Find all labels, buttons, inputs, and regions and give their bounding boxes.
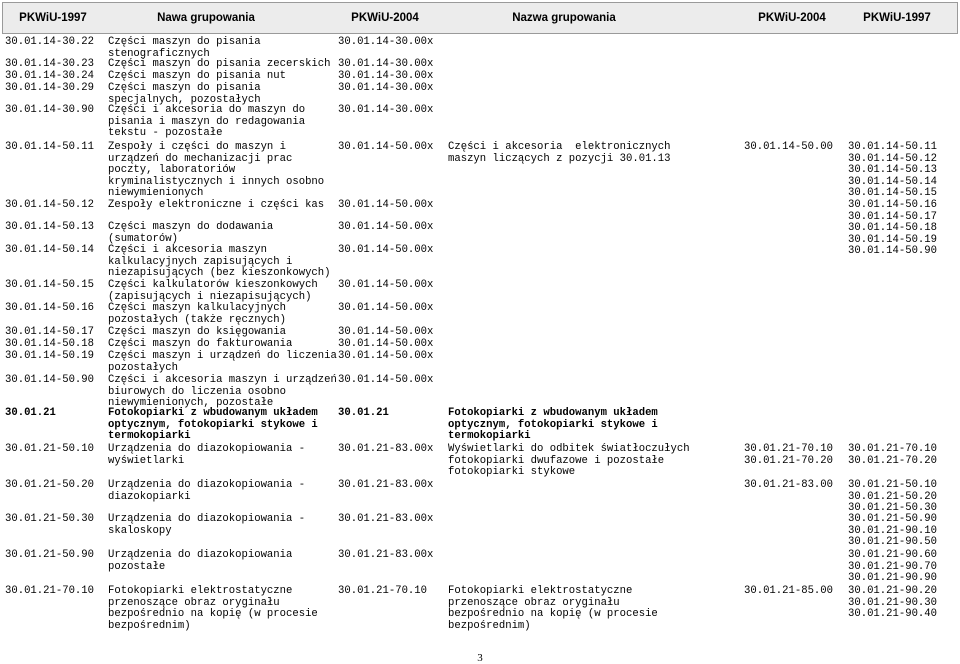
cell-col-2: Fotokopiarki z wbudowanym układem optycznym, fotokopiarki stykowe i termokopiarki: [108, 407, 318, 443]
page-number: 3: [477, 652, 483, 664]
cell-col-3: 30.01.21-70.10: [338, 585, 428, 597]
column-header-1: PKWiU-1997: [19, 12, 87, 24]
cell-col-3: 30.01.21-83.00x: [338, 443, 434, 455]
cell-col-4: Fotokopiarki elektrostatyczne przenoszące obraz oryginału bezpośrednio na kopię (w procesie bezpośrednim): [448, 585, 658, 632]
cell-col-6: 30.01.21-50.90 30.01.21-90.10 30.01.21-90.50: [848, 513, 938, 549]
cell-col-1: 30.01.14-50.18: [5, 338, 95, 350]
cell-col-4: Wyświetlarki do odbitek światłoczułych fotokopiarki dwufazowe i pozostałe fotokopiarki stykowe: [448, 443, 690, 479]
cell-col-1: 30.01.21-70.10: [5, 585, 95, 597]
cell-col-2: Części maszyn kalkulacyjnych pozostałych (także ręcznych): [108, 302, 287, 326]
cell-col-3: 30.01.14-50.00x: [338, 141, 434, 153]
cell-col-2: Części maszyn do księgowania: [108, 326, 287, 338]
cell-col-2: Części maszyn do fakturowania: [108, 338, 293, 350]
column-header-2: Nawa grupowania: [157, 12, 255, 24]
cell-col-1: 30.01.14-30.24: [5, 70, 95, 82]
cell-col-3: 30.01.14-30.00x: [338, 82, 434, 94]
cell-col-2: Części kalkulatorów kieszonkowych (zapisujących i niezapisujących): [108, 279, 318, 303]
cell-col-3: 30.01.21-83.00x: [338, 479, 434, 491]
cell-col-2: Części maszyn do dodawania (sumatorów): [108, 221, 274, 245]
cell-col-2: Urządzenia do diazokopiowania - diazokopiarki: [108, 479, 306, 503]
cell-col-2: Urządzenia do diazokopiowania - wyświetlarki: [108, 443, 306, 467]
cell-col-6: 30.01.21-90.60 30.01.21-90.70 30.01.21-90.90: [848, 549, 938, 585]
cell-col-2: Urządzenia do diazokopiowania pozostałe: [108, 549, 293, 573]
cell-col-1: 30.01.14-50.90: [5, 374, 95, 386]
cell-col-1: 30.01.21: [5, 407, 56, 419]
cell-col-2: Zespoły elektroniczne i części kas: [108, 199, 325, 211]
cell-col-3: 30.01.14-30.00x: [338, 104, 434, 116]
table-header: [2, 2, 958, 34]
cell-col-2: Części maszyn do pisania stenograficznych: [108, 36, 261, 60]
cell-col-1: 30.01.14-30.23: [5, 58, 95, 70]
cell-col-1: 30.01.14-30.22: [5, 36, 95, 48]
cell-col-2: Części i akcesoria maszyn kalkulacyjnych zapisujących i niezapisujących (bez kieszonkowych): [108, 244, 331, 280]
cell-col-3: 30.01.14-30.00x: [338, 58, 434, 70]
cell-col-6: 30.01.21-70.10 30.01.21-70.20: [848, 443, 938, 467]
cell-col-1: 30.01.21-50.20: [5, 479, 95, 491]
cell-col-2: Części i akcesoria maszyn i urządzeń biurowych do liczenia osobno niewymienionych, pozostałe: [108, 374, 337, 410]
cell-col-6: 30.01.14-50.11 30.01.14-50.12 30.01.14-50.13 30.01.14-50.14 30.01.14-50.15 30.01.14-50.16 30.01.14-50.17 30.01.14-50.18 30.01.14-50.19 30.01.14-50.90: [848, 141, 938, 258]
cell-col-3: 30.01.14-50.00x: [338, 244, 434, 256]
cell-col-1: 30.01.21-50.30: [5, 513, 95, 525]
cell-col-4: Części i akcesoria elektronicznych maszyn liczących z pozycji 30.01.13: [448, 141, 671, 165]
cell-col-3: 30.01.14-50.00x: [338, 350, 434, 362]
cell-col-2: Części maszyn do pisania nut: [108, 70, 287, 82]
cell-col-2: Urządzenia do diazokopiowania - skaloskopy: [108, 513, 306, 537]
cell-col-1: 30.01.14-50.12: [5, 199, 95, 211]
cell-col-3: 30.01.14-50.00x: [338, 338, 434, 350]
cell-col-3: 30.01.21-83.00x: [338, 549, 434, 561]
column-header-3: PKWiU-2004: [351, 12, 419, 24]
column-header-5: PKWiU-2004: [758, 12, 826, 24]
cell-col-3: 30.01.21-83.00x: [338, 513, 434, 525]
cell-col-3: 30.01.21: [338, 407, 389, 419]
cell-col-1: 30.01.14-50.16: [5, 302, 95, 314]
cell-col-1: 30.01.21-50.10: [5, 443, 95, 455]
cell-col-3: 30.01.14-50.00x: [338, 374, 434, 386]
cell-col-5: 30.01.21-83.00: [744, 479, 834, 491]
cell-col-1: 30.01.21-50.90: [5, 549, 95, 561]
cell-col-3: 30.01.14-50.00x: [338, 221, 434, 233]
cell-col-1: 30.01.14-50.11: [5, 141, 95, 153]
cell-col-5: 30.01.21-85.00: [744, 585, 834, 597]
cell-col-1: 30.01.14-50.15: [5, 279, 95, 291]
cell-col-3: 30.01.14-50.00x: [338, 199, 434, 211]
cell-col-2: Fotokopiarki elektrostatyczne przenoszące obraz oryginału bezpośrednio na kopię (w procesie bezpośrednim): [108, 585, 318, 632]
cell-col-4: Fotokopiarki z wbudowanym układem optycznym, fotokopiarki stykowe i termokopiarki: [448, 407, 658, 443]
cell-col-2: Części maszyn do pisania specjalnych, pozostałych: [108, 82, 261, 106]
cell-col-5: 30.01.21-70.10 30.01.21-70.20: [744, 443, 834, 467]
cell-col-6: 30.01.21-90.20 30.01.21-90.30 30.01.21-90.40: [848, 585, 938, 621]
cell-col-5: 30.01.14-50.00: [744, 141, 834, 153]
cell-col-2: Części i akcesoria do maszyn do pisania i maszyn do redagowania tekstu - pozostałe: [108, 104, 306, 140]
cell-col-1: 30.01.14-50.19: [5, 350, 95, 362]
cell-col-6: 30.01.21-50.10 30.01.21-50.20 30.01.21-50.30: [848, 479, 938, 515]
cell-col-1: 30.01.14-30.90: [5, 104, 95, 116]
cell-col-1: 30.01.14-50.14: [5, 244, 95, 256]
cell-col-2: Części maszyn do pisania zecerskich: [108, 58, 331, 70]
cell-col-3: 30.01.14-30.00x: [338, 70, 434, 82]
cell-col-2: Części maszyn i urządzeń do liczenia pozostałych: [108, 350, 337, 374]
cell-col-3: 30.01.14-30.00x: [338, 36, 434, 48]
cell-col-3: 30.01.14-50.00x: [338, 302, 434, 314]
table-body: [0, 36, 960, 632]
cell-col-1: 30.01.14-50.17: [5, 326, 95, 338]
cell-col-3: 30.01.14-50.00x: [338, 326, 434, 338]
cell-col-2: Zespoły i części do maszyn i urządzeń do mechanizacji prac poczty, laboratoriów kryminalistycznych i innych osobno niewymienionych: [108, 141, 325, 200]
column-header-4: Nazwa grupowania: [512, 12, 616, 24]
cell-col-1: 30.01.14-30.29: [5, 82, 95, 94]
cell-col-3: 30.01.14-50.00x: [338, 279, 434, 291]
column-header-6: PKWiU-1997: [863, 12, 931, 24]
cell-col-1: 30.01.14-50.13: [5, 221, 95, 233]
